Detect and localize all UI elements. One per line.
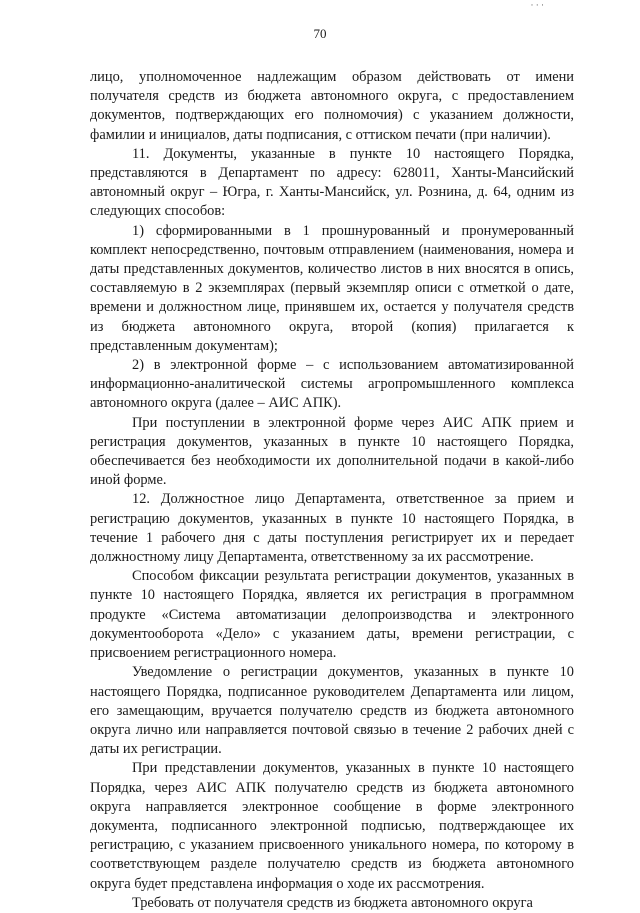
paragraph-registration-notice: Уведомление о регистрации документов, указанных в пункте 10 настоящего Порядка, подписанное руководителем Департамента или лицом, его замещающим, вручается получателю средств из бюджета автономного округа лично или направляется почтовой связью в течение 2 рабочих дней с даты их регистрации. — [90, 664, 574, 758]
paragraph-registration-method: Способом фиксации результата регистрации документов, указанных в пункте 10 настоящего Порядка, является их регистрация в программном продукте «Система автоматизации делопроизводства и электронного документооборота «Дело» с указанием даты, времени регистрации, с присвоением регистрационного номера. — [90, 568, 574, 662]
page-number: 70 — [313, 26, 327, 41]
paragraph-electronic-message: При представлении документов, указанных в пункте 10 настоящего Порядка, через АИС АПК получателю средств из бюджета автономного округа направляется электронное сообщение в форме электронного документа, подписанного электронной подписью, подтверждающее их регистрацию, с указанием присвоенного уникального номера, по которому в соответствующем разделе получателю средств из бюджета автономного округа будет представлена информация о ходе их рассмотрения. — [90, 760, 574, 892]
paragraph-electronic-receipt: При поступлении в электронной форме через АИС АПК прием и регистрация документов, указанных в пункте 10 настоящего Порядка, обеспечивается без необходимости их дополнительной подачи в какой-либо иной форме. — [90, 414, 574, 489]
paragraph-item-12: 12. Должностное лицо Департамента, ответственное за прием и регистрацию документов, указанных в пункте 10 настоящего Порядка, в течение 1 рабочего дня с даты поступления регистрирует их и передает должностному лицу Департамента, ответственному за их рассмотрение. — [90, 491, 574, 566]
paragraph-subitem-2: 2) в электронной форме – с использованием автоматизированной информационно-аналитической системы агропромышленного комплекса автономного округа (далее – АИС АПК). — [90, 357, 574, 412]
paragraph-requirement: Требовать от получателя средств из бюджета автономного округа — [132, 894, 533, 911]
paragraph-continuation: лицо, уполномоченное надлежащим образом действовать от имени получателя средств из бюджета автономного округа, с предоставлением документов, подтверждающих его полномочия) с указанием должности, фамилии и инициалов, даты подписания, с оттиском печати (при наличии). — [90, 69, 574, 143]
paragraph-item-11: 11. Документы, указанные в пункте 10 настоящего Порядка, представляются в Департамент по адресу: 628011, Ханты-Мансийский автономный округ – Югра, г. Ханты-Мансийск, ул. Рознина, д. 64, одним из следующих способов: — [90, 145, 574, 220]
paragraph-subitem-1: 1) сформированными в 1 прошнурованный и пронумерованный комплект непосредственно, почтовым отправлением (наименования, номера и даты представленных документов, количество листов в них вносятся в опись, составляемую в 2 экземплярах (первый экземпляр описи с отметкой о дате, времени и должностном лице, принявшем их, остается у получателя средств из бюджета автономного округа, второй (копия) прилагается к представленным документам); — [90, 222, 574, 354]
corner-mark: · · · — [530, 0, 544, 10]
document-body — [90, 68, 574, 913]
